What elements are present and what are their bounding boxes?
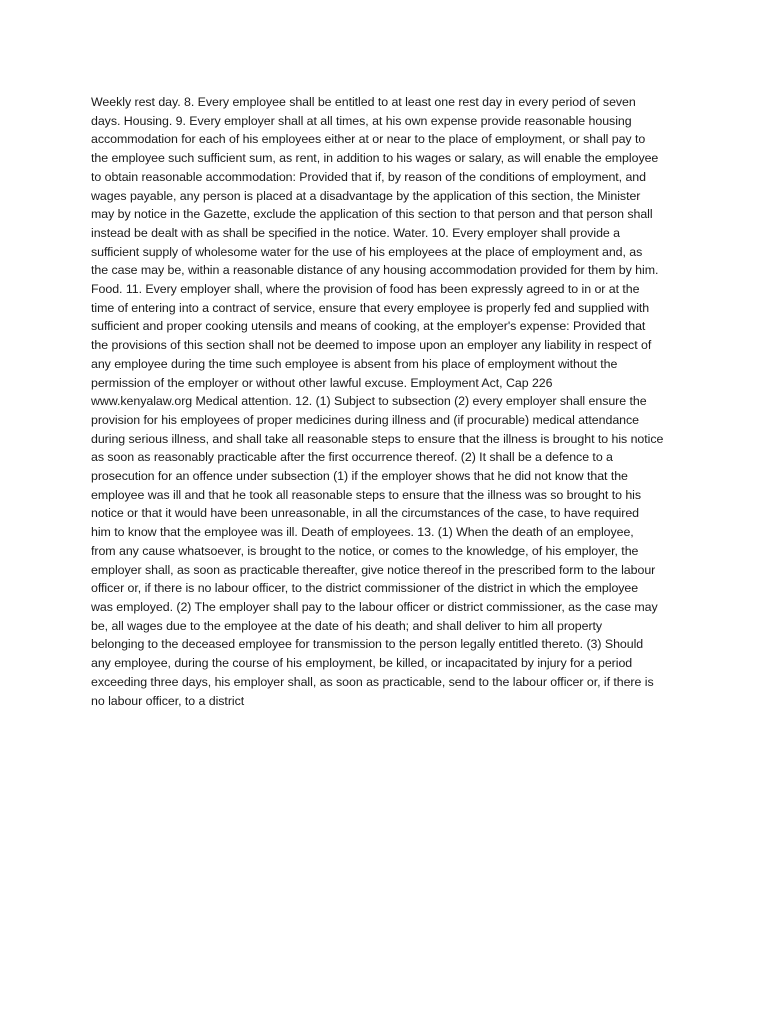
text-line: sufficient and proper cooking utensils and means of cooking, at the employer's expense: Provided that xyxy=(91,319,646,334)
text-line: sufficient supply of wholesome water for the use of his employees at the place of employment and, as xyxy=(91,244,643,259)
text-line: the case may be, within a reasonable distance of any housing accommodation provided for them by him. xyxy=(91,263,659,278)
text-line: employee was ill and that he took all reasonable steps to ensure that the illness was so brought to his xyxy=(91,487,642,502)
text-line: from any cause whatsoever, is brought to the notice, or comes to the knowledge, of his employer, the xyxy=(91,543,639,558)
text-line: to obtain reasonable accommodation: Provided that if, by reason of the conditions of employment, and xyxy=(91,169,646,184)
text-line: Weekly rest day. 8. Every employee shall be entitled to at least one rest day in every period of seven xyxy=(91,95,636,109)
text-line: www.kenyalaw.org Medical attention. 12. (1) Subject to subsection (2) every employer shall ensure the xyxy=(91,394,647,409)
text-line: may by notice in the Gazette, exclude the application of this section to that person and that person shall xyxy=(91,207,653,222)
text-line: no labour officer, to a district xyxy=(91,693,245,708)
text-line: time of entering into a contract of service, ensure that every employee is properly fed and supplied with xyxy=(91,300,650,315)
text-line: as soon as reasonably practicable after the first occurrence thereof. (2) It shall be a defence to a xyxy=(91,450,613,465)
text-line: instead be dealt with as shall be specified in the notice. Water. 10. Every employer shall provide a xyxy=(91,225,621,240)
text-line: wages payable, any person is placed at a disadvantage by the application of this section, the Minister xyxy=(91,188,641,203)
text-line: during serious illness, and shall take all reasonable steps to ensure that the illness is brought to his notice xyxy=(91,431,664,446)
text-line: be, all wages due to the employee at the date of his death; and shall deliver to him all property xyxy=(91,618,603,633)
text-line: provision for his employees of proper medicines during illness and (if procurable) medical attendance xyxy=(91,412,639,427)
text-line: Food. 11. Every employer shall, where the provision of food has been expressly agreed to in or at the xyxy=(91,282,640,297)
text-line: was employed. (2) The employer shall pay to the labour officer or district commissioner, as the case may xyxy=(91,599,658,614)
text-line: employer shall, as soon as practicable thereafter, give notice thereof in the prescribed form to the labour xyxy=(91,562,656,577)
text-line: prosecution for an offence under subsection (1) if the employer shows that he did not know that the xyxy=(91,469,628,484)
text-line: him to know that the employee was ill. Death of employees. 13. (1) When the death of an employee, xyxy=(91,525,634,540)
document-body-text xyxy=(91,93,681,710)
text-line: accommodation for each of his employees either at or near to the place of employment, or shall pay to xyxy=(91,132,646,147)
text-line: notice or that it would have been unreasonable, in all the circumstances of the case, to have required xyxy=(91,506,639,521)
text-line: exceeding three days, his employer shall, as soon as practicable, send to the labour officer or, if there is xyxy=(91,674,654,689)
text-line: officer or, if there is no labour officer, to the district commissioner of the district in which the employee xyxy=(91,581,639,596)
text-line: belonging to the deceased employee for transmission to the person legally entitled thereto. (3) Should xyxy=(91,637,644,652)
text-line: any employee, during the course of his employment, be killed, or incapacitated by injury for a period xyxy=(91,656,633,671)
text-line: any employee during the time such employee is absent from his place of employment without the xyxy=(91,356,618,371)
text-line: the employee such sufficient sum, as rent, in addition to his wages or salary, as will enable the employee xyxy=(91,151,659,166)
text-line: days. Housing. 9. Every employer shall at all times, at his own expense provide reasonable housing xyxy=(91,113,632,128)
text-line: permission of the employer or without other lawful excuse. Employment Act, Cap 226 xyxy=(91,375,553,390)
text-line: the provisions of this section shall not be deemed to impose upon an employer any liability in respect of xyxy=(91,338,652,353)
